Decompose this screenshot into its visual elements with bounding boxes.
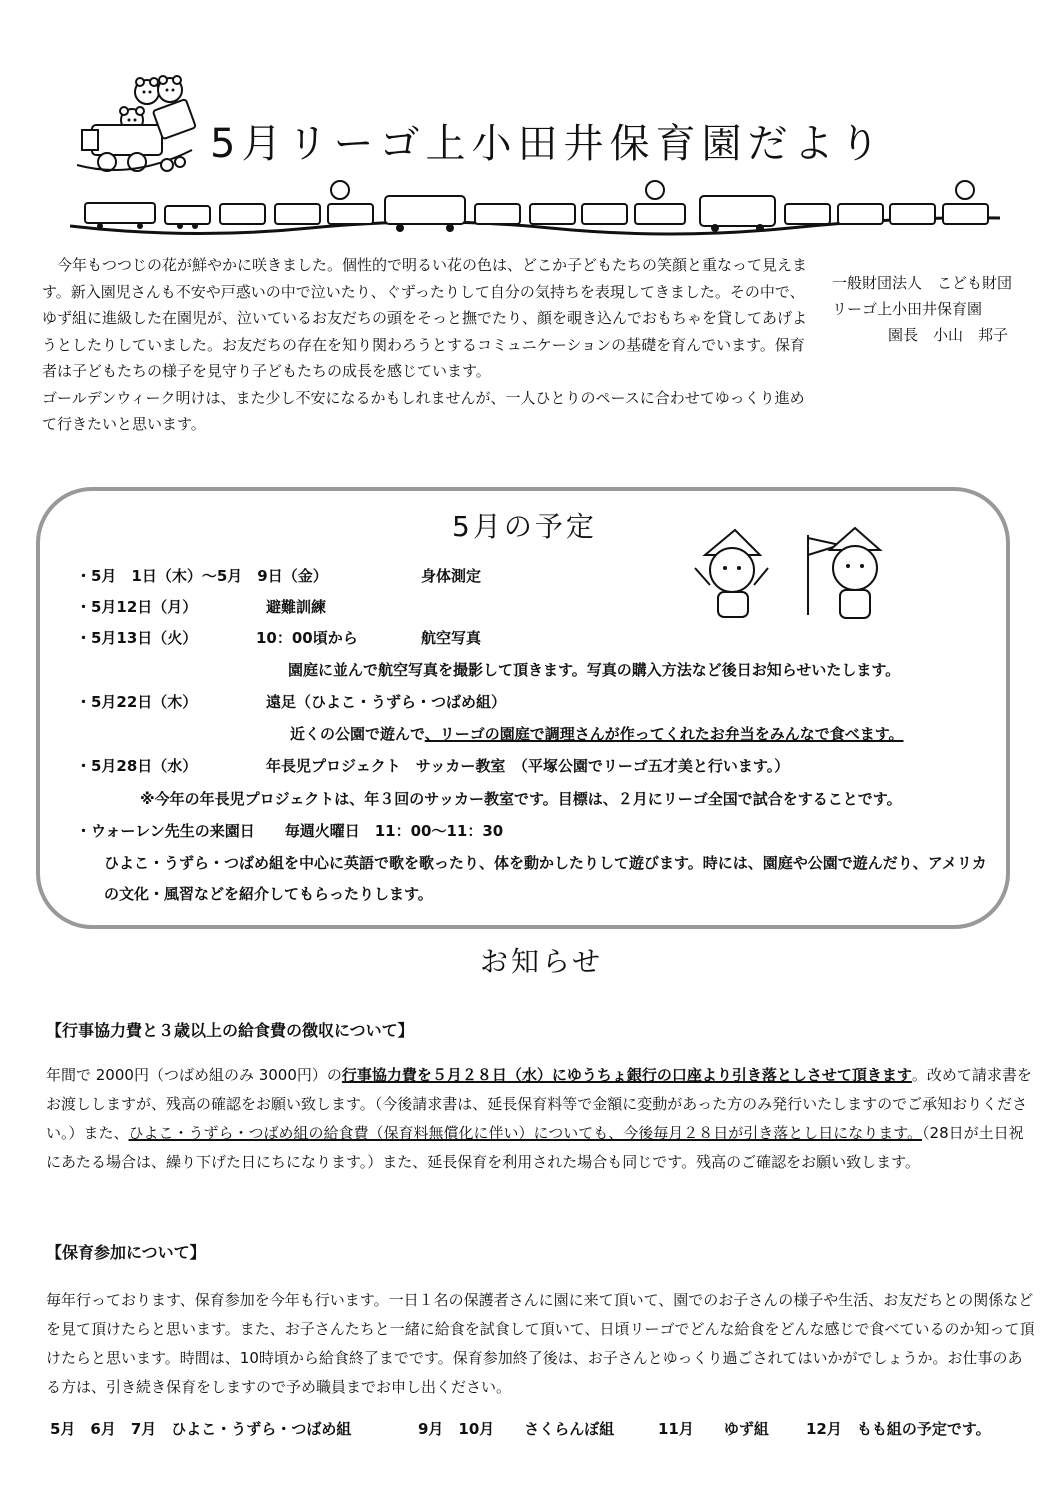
fees-text: （28日が土日祝にあたる場合は、繰り下げた日にちになります。）また、延長保育を利用された場合も同じです。残高のご確認をお願い致します。 xyxy=(46,1124,1024,1171)
schedule-note xyxy=(290,723,904,744)
schedule-time: 10：00頃から xyxy=(256,629,358,647)
schedule-event: 遠足（ひよこ・うずら・つばめ組） xyxy=(266,693,507,711)
schedule-item-6: ・ウォーレン先生の来園日 毎週火曜日 11：00～11：30 xyxy=(76,822,504,840)
notice-title: お知らせ xyxy=(480,945,604,978)
intro-paragraph-2: ゴールデンウィーク明けは、また少し不安になるかもしれませんが、一人ひとりのペースに合わせてゆっくり進めて行きたいと思います。 xyxy=(42,388,805,433)
note-text-underlined: 、リーゴの園庭で調理さんが作ってくれたお弁当をみんなで食べます。 xyxy=(424,725,904,743)
schedule-group-2: 9月 10月 さくらんぼ組 xyxy=(418,1420,615,1438)
intro-paragraph-1: 今年もつつじの花が鮮やかに咲きました。個性的で明るい花の色は、どこか子どもたちの笑顔と重なって見えます。新入園児さんも不安や戸惑いの中で泣いたり、ぐずったりして自分の気持ちを表現してきました。その中で、ゆず組に進級した在園児が、泣いているお友だちの頭をそっと撫でたり、顔を覗き込んでおもちゃを貸してあげようとしたりしていました。お友だちの存在を知り関わろうとするコミュニケーションの基礎を育んでいます。保育者は子どもたちの様子を見守り子どもたちの成長を感じています。 xyxy=(42,256,808,380)
fees-paragraph xyxy=(46,1061,1036,1177)
fees-text-emphasis: 行事協力費を５月２８日（水）にゆうちょ銀行の口座より引き落としさせて頂きます xyxy=(341,1066,912,1084)
page-title: 5月リーゴ上小田井保育園だより xyxy=(210,121,886,167)
schedule-date: ・5月12日（月） xyxy=(76,598,198,616)
fees-text-underlined: ひよこ・うずら・つばめ組の給食費（保育料無償化に伴い）についても、今後毎月２８日が引き落とし日になります。 xyxy=(128,1124,923,1142)
train-border-decoration xyxy=(70,178,1000,242)
schedule-note: の文化・風習などを紹介してもらったりします。 xyxy=(104,885,433,903)
participation-text: 毎年行っております、保育参加を今年も行います。一日１名の保護者さんに園に来て頂いて、園でのお子さんの様子や生活、お友だちとの関係などを見て頂けたらと思います。また、お子さんたちと一緒に給食を試食して頂いて、日頃リーゴでどんな給食をどんな感じで食べているのか知って頂けたらと思います。時間は、10時頃から給食終了までです。保育参加終了後は、お子さんとゆっくり過ごされてはいかがでしょうか。お仕事のある方は、引き続き保育をしますので予め職員までお申し出ください。 xyxy=(46,1291,1035,1396)
director-name: 園長 小山 邦子 xyxy=(888,326,1009,344)
fees-text: 年間で 2000円（つばめ組のみ 3000円）の xyxy=(46,1066,342,1084)
section-heading-fees: 【行事協力費と３歳以上の給食費の徴収について】 xyxy=(46,1021,414,1040)
schedule-note: ※今年の年長児プロジェクトは、年３回のサッカー教室です。目標は、２月にリーゴ全国で試合をすることです。 xyxy=(140,790,902,808)
fees-text: 。改めて請求書をお渡ししますが、残高の確認をお願い致します。（今後請求書は、延長保育料等で金額に変動があった方のみ発行いたしますのでご承知おりください。）また、 xyxy=(46,1066,1032,1142)
schedule-event: 身体測定 xyxy=(421,567,482,585)
org-name: 一般財団法人 こども財団 xyxy=(832,274,1013,292)
schedule-note: 園庭に並んで航空写真を撮影して頂きます。写真の購入方法など後日お知らせいたします。 xyxy=(288,661,901,679)
schedule-group-1: 5月 6月 7月 ひよこ・うずら・つばめ組 xyxy=(50,1420,352,1438)
schedule-event: 避難訓練 xyxy=(266,598,327,616)
intro-text xyxy=(42,252,814,438)
participation-paragraph xyxy=(46,1286,1036,1402)
schedule-date: ・5月22日（木） xyxy=(76,693,198,711)
schedule-group-3: 11月 ゆず組 xyxy=(658,1420,769,1438)
schedule-date: ・5月28日（水） xyxy=(76,757,198,775)
schedule-event: 年長児プロジェクト サッカー教室 （平塚公園でリーゴ五才美と行います。） xyxy=(266,757,790,775)
nursery-name: リーゴ上小田井保育園 xyxy=(832,300,983,318)
note-text: 近くの公園で遊んで xyxy=(290,725,425,743)
schedule-event: 航空写真 xyxy=(421,629,482,647)
schedule-date: ・5月 1日（木）～5月 9日（金） xyxy=(76,567,328,585)
section-heading-participation: 【保育参加について】 xyxy=(46,1243,206,1262)
schedule-date: ・5月13日（火） xyxy=(76,629,198,647)
schedule-group-4: 12月 もも組の予定です。 xyxy=(806,1420,991,1438)
children-festival-illustration xyxy=(690,520,900,630)
train-animals-illustration xyxy=(72,70,202,190)
organization-signature xyxy=(832,270,1012,348)
schedule-note: ひよこ・うずら・つばめ組を中心に英語で歌を歌ったり、体を動かしたりして遊びます。時には、園庭や公園で遊んだり、アメリカ xyxy=(104,854,987,872)
schedule-title: 5月の予定 xyxy=(452,510,597,543)
